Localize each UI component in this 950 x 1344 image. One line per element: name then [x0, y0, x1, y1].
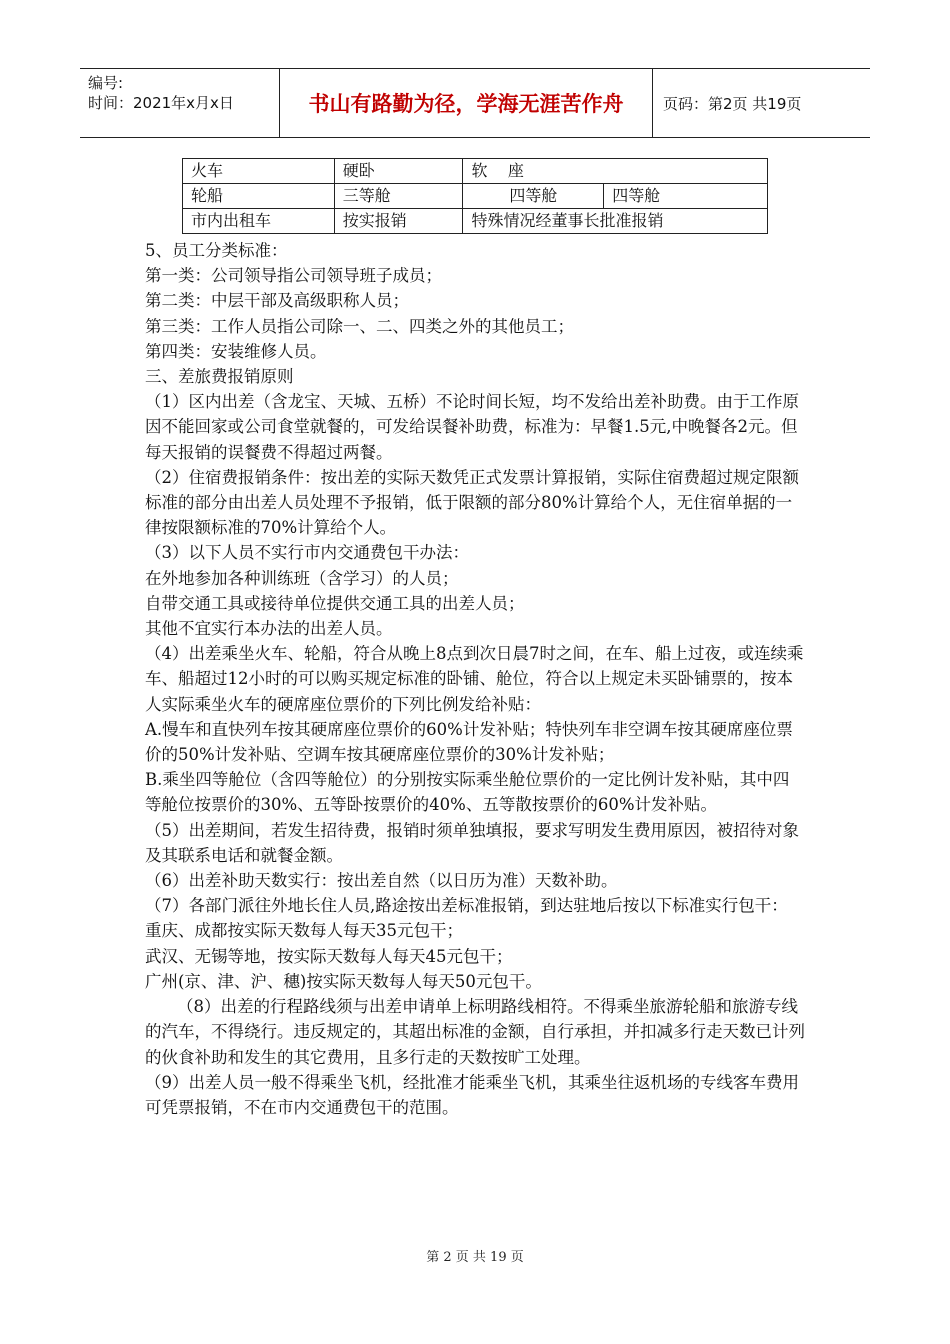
- paragraph: B.乘坐四等舱位（含四等舱位）的分别按实际乘坐舱位票价的一定比例计发补贴，其中四等舱位按票价的30%、五等卧按票价的40%、五等散按票价的60%计发补贴。: [145, 770, 790, 815]
- paragraph: （1）区内出差（含龙宝、天城、五桥）不论时间长短，均不发给出差补助费。由于工作原因不能回家或公司食堂就餐的，可发给误餐补助费，标准为：早餐1.5元,中晚餐各2元。但每天报销的误餐费不得超过两餐。: [145, 392, 799, 462]
- list-item: 第二类：中层干部及高级职称人员；: [145, 291, 409, 311]
- list-item: 第四类：安装维修人员。: [145, 341, 327, 361]
- header-motto: 书山有路勤为径，学海无涯苦作舟: [280, 69, 653, 137]
- list-item: 重庆、成都按实际天数每人每天35元包干；: [145, 921, 463, 941]
- section-heading: 三、差旅费报销原则: [145, 367, 294, 387]
- list-item: 自带交通工具或接待单位提供交通工具的出差人员；: [145, 593, 525, 613]
- header-meta: [80, 69, 280, 137]
- table-cell: 市内出租车: [183, 209, 335, 234]
- page-footer: 第 2 页 共 19 页: [426, 1250, 524, 1265]
- section-heading: 5、员工分类标准：: [145, 241, 288, 260]
- table-row: [183, 159, 768, 184]
- list-item: 第三类：工作人员指公司除一、二、四类之外的其他员工；: [145, 316, 574, 336]
- list-item: 在外地参加各种训练班（含学习）的人员；: [145, 568, 459, 588]
- paragraph: （2）住宿费报销条件：按出差的实际天数凭正式发票计算报销，实际住宿费超过规定限额标准的部分由出差人员处理不予报销，低于限额的部分80%计算给个人，无住宿单据的一律按限额标准的70%计算给个人。: [145, 467, 799, 538]
- paragraph: （3）以下人员不实行市内交通费包干办法：: [145, 543, 469, 563]
- table-cell: 软 座: [463, 159, 768, 184]
- table-cell: 火车: [183, 159, 335, 184]
- paragraph: （6）出差补助天数实行：按出差自然（以日历为准）天数补助。: [145, 871, 618, 891]
- list-item: 其他不宜实行本办法的出差人员。: [145, 619, 393, 639]
- paragraph: （5）出差期间，若发生招待费，报销时须单独填报，要求写明发生费用原因，被招待对象及其联系电话和就餐金额。: [145, 820, 799, 865]
- paragraph: （9）出差人员一般不得乘坐飞机，经批准才能乘坐飞机，其乘坐往返机场的专线客车费用可凭票报销，不在市内交通费包干的范围。: [145, 1072, 799, 1117]
- table-cell: 特殊情况经董事长批准报销: [463, 209, 768, 234]
- page-header: [80, 68, 870, 138]
- table-cell: 按实报销: [334, 209, 463, 234]
- document-body: [145, 238, 805, 1120]
- table-row: [183, 184, 768, 209]
- list-item: 武汉、无锡等地，按实际天数每人每天45元包干；: [145, 946, 513, 966]
- paragraph: （4）出差乘坐火车、轮船，符合从晚上8点到次日晨7时之间，在车、船上过夜，或连续乘车、船超过12小时的可以购买规定标准的卧铺、舱位，符合以上规定未买卧铺票的，按本人实际乘坐火车的硬席座位票价的下列比例发给补贴：: [145, 644, 804, 714]
- list-item: 广州(京、津、沪、穗)按实际天数每人每天50元包干。: [145, 971, 542, 991]
- table-row: [183, 209, 768, 234]
- paragraph: （7）各部门派往外地长住人员,路途按出差标准报销，到达驻地后按以下标准实行包干：: [145, 896, 788, 916]
- transport-standard-table: [182, 158, 768, 234]
- table-cell: 硬卧: [334, 159, 463, 184]
- list-item: 第一类：公司领导指公司领导班子成员；: [145, 266, 442, 286]
- document-date-label: 时间：2021年x月x日: [88, 94, 234, 112]
- paragraph: （8）出差的行程路线须与出差申请单上标明路线相符。不得乘坐旅游轮船和旅游专线的汽车，不得绕行。违反规定的，其超出标准的金额，自行承担，并扣减多行走天数已计列的伙食补助和发生的其它费用，且多行走的天数按旷工处理。: [145, 997, 805, 1067]
- table-cell: 四等舱: [463, 184, 604, 209]
- document-number-label: 编号:: [88, 74, 124, 92]
- header-page-label: 页码：第2页 共19页: [663, 94, 802, 113]
- table-cell: 轮船: [183, 184, 335, 209]
- paragraph: A.慢车和直快列车按其硬席座位票价的60%计发补贴；特快列车非空调车按其硬席座位票价的50%计发补贴、空调车按其硬席座位票价的30%计发补贴；: [145, 719, 793, 765]
- table-cell: 三等舱: [334, 184, 463, 209]
- table-cell: 四等舱: [604, 184, 768, 209]
